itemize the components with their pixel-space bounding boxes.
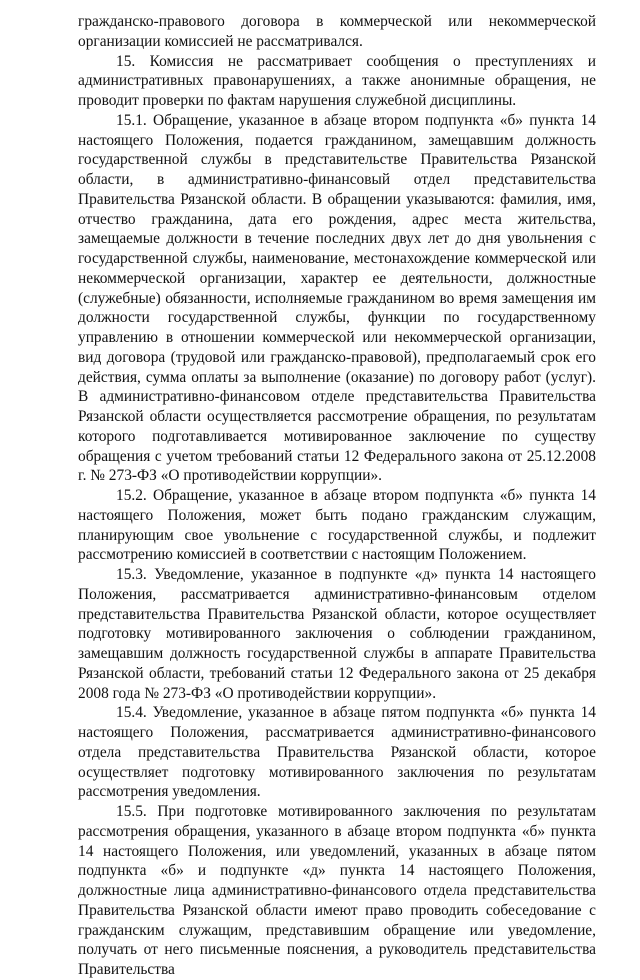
paragraph-15-2: 15.2. Обращение, указанное в абзаце втором подпункта «б» пункта 14 настоящего Положения, может быть подано гражданским служащим, планирующим свое увольнение с государственной службы, и подлежит рассмотрению комиссией в соответствии с настоящим Положением.	[78, 487, 596, 564]
document-page	[78, 12, 596, 980]
paragraph-continuation: гражданско-правового договора в коммерческой или некоммерческой организации комиссией не рассматривался.	[78, 13, 596, 50]
paragraph-15-4: 15.4. Уведомление, указанное в абзаце пятом подпункта «б» пункта 14 настоящего Положения, рассматривается административно-финансового отдела представительства Правительства Рязанской области, которое осуществляет подготовку мотивированного заключения по результатам рассмотрения уведомления.	[78, 704, 596, 801]
paragraph-15-3: 15.3. Уведомление, указанное в подпункте «д» пункта 14 настоящего Положения, рассматривается административно-финансовым отделом представительства Правительства Рязанской области, которое осуществляет подготовку мотивированного заключения о соблюдении гражданином, замещавшим должность государственной службы в аппарате Правительства Рязанской области, требований статьи 12 Федерального закона от 25 декабря 2008 года № 273-ФЗ «О противодействии коррупции».	[78, 566, 596, 702]
paragraph-15-1: 15.1. Обращение, указанное в абзаце втором подпункта «б» пункта 14 настоящего Положения, подается гражданином, замещавшим должность государственной службы в представительстве Правительства Рязанской области, в административно-финансовый отдел представительства Правительства Рязанской области. В обращении указываются: фамилия, имя, отчество гражданина, дата его рождения, адрес места жительства, замещаемые должности в течение последних двух лет до дня увольнения с государственной службы, наименование, местонахождение коммерческой или некоммерческой организации, характер ее деятельности, должностные (служебные) обязанности, исполняемые гражданином во время замещения им должности государственной службы, функции по государственному управлению в отношении коммерческой или некоммерческой организации, вид договора (трудовой или гражданско-правовой), предполагаемый срок его действия, сумма оплаты за выполнение (оказание) по договору работ (услуг). В административно-финансовом отделе представительства Правительства Рязанской области осуществляется рассмотрение обращения, по результатам которого подготавливается мотивированное заключение по существу обращения с учетом требований статьи 12 Федерального закона от 25.12.2008 г. № 273-ФЗ «О противодействии коррупции».	[78, 111, 596, 485]
paragraph-15: 15. Комиссия не рассматривает сообщения о преступлениях и административных правонарушениях, а также анонимные обращения, не проводит проверки по фактам нарушения служебной дисциплины.	[78, 52, 596, 109]
paragraph-15-5: 15.5. При подготовке мотивированного заключения по результатам рассмотрения обращения, указанного в абзаце втором подпункта «б» пункта 14 настоящего Положения, или уведомлений, указанных в абзаце пятом подпункта «б» и подпункте «д» пункта 14 настоящего Положения, должностные лица административно-финансового отдела представительства Правительства Рязанской области имеют право проводить собеседование с гражданским служащим, представившим обращение или уведомление, получать от него письменные пояснения, а руководитель представительства Правительства	[78, 803, 596, 978]
